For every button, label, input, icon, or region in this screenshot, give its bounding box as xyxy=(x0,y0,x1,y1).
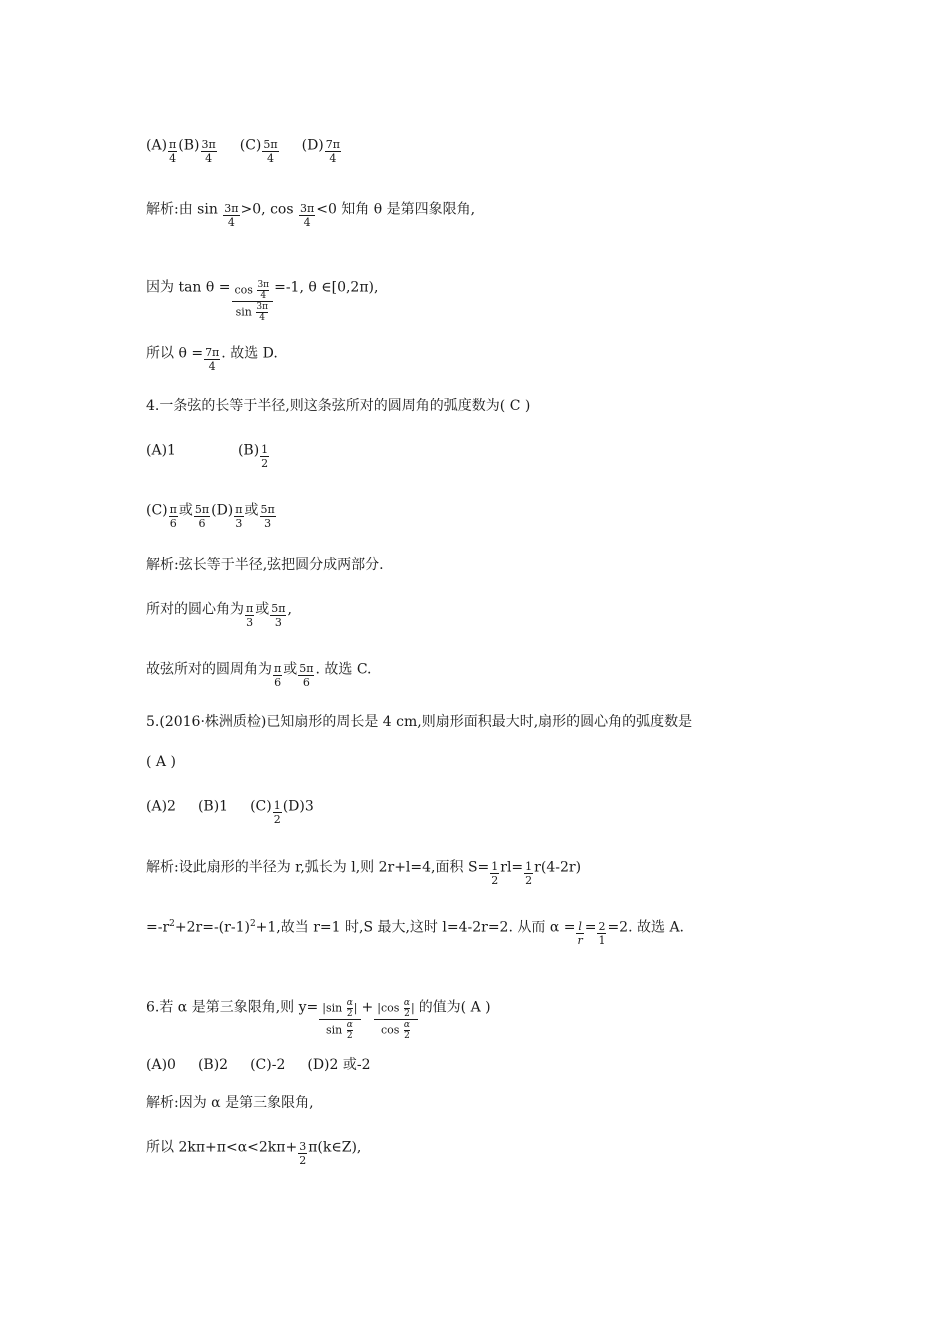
option-b-label: (B) xyxy=(178,137,200,154)
option-a-label: (A) xyxy=(146,137,168,154)
q3-solution-line-1: 解析:由 sin $\frac{3\pi}{4}$ >0, cos $\frac{3\pi}{4}$ <0 知角 θ 是第四象限角, xyxy=(146,201,476,229)
option-d-label: (D)2 或-2 xyxy=(307,1057,371,1073)
q5-solution-line-2: $=-r^2+2r=-(r-1)^2+1$,故当 r=1 时,S 最大,这时 l=4-2r=2. 从而 α = $\frac{l}{r}$ = $\frac{2}{1}$ =2. 故选 A. xyxy=(146,918,685,947)
q6-options xyxy=(146,1056,371,1074)
q6-solution-line-1: 解析:因为 α 是第三象限角, xyxy=(146,1095,314,1111)
option-c-label: (C)-2 xyxy=(250,1057,286,1073)
option-b-label: (B)2 xyxy=(197,1057,229,1073)
option-a-label: (A)1 xyxy=(146,442,176,459)
q4-solution-line-1: 解析:弦长等于半径,弦把圆分成两部分. xyxy=(146,557,384,573)
option-a-label: (A)0 xyxy=(146,1057,176,1073)
q5-options: (A)2 (B)1 (C) $\frac{1}{2}$ (D)3 xyxy=(146,798,314,826)
option-c-label: (C) xyxy=(239,137,262,154)
option-d-label: (D)3 xyxy=(282,798,314,815)
option-c-label: (C) xyxy=(250,798,272,815)
q6-solution-line-2: 所以 2kπ+π<α<2kπ+ $\frac{3}{2}$ π(k∈Z), xyxy=(146,1139,362,1167)
q5-solution-line-1: 解析:设此扇形的半径为 r,弧长为 l,则 2r+l=4,面积 S= $\frac{1}{2}$ rl= $\frac{1}{2}$ r(4-2r) xyxy=(146,859,582,887)
option-d-label: (D) xyxy=(211,502,234,519)
question-6-stem: 6.若 α 是第三象限角,则 y= |sin $\frac{\alpha}{2}$ | sin $\frac{\alpha}{2}$ + |cos $\frac{\alpha}{2}$ | cos $\frac{\alpha}{2}$ 的值为( A ) xyxy=(146,998,491,1041)
option-a-label: (A)2 xyxy=(146,798,176,815)
q3-solution-line-3: 所以 θ = $\frac{7\pi}{4}$ . 故选 D. xyxy=(146,345,278,373)
option-d-fraction: $\frac{7\pi}{4}$ xyxy=(325,138,340,165)
question-4-stem: 4.一条弦的长等于半径,则这条弦所对的圆周角的弧度数为( C ) xyxy=(146,398,531,414)
question-5-stem: 5.(2016·株洲质检)已知扇形的周长是 4 cm,则扇形面积最大时,扇形的圆心角的弧度数是 xyxy=(146,714,693,730)
option-b-label: (B)1 xyxy=(197,798,229,815)
option-b-label: (B) xyxy=(237,442,260,459)
question-5-answer: ( A ) xyxy=(146,754,176,770)
option-c-fraction: $\frac{5\pi}{4}$ xyxy=(263,138,278,165)
option-b-fraction: $\frac{3\pi}{4}$ xyxy=(201,138,216,165)
q4-solution-line-2: 所对的圆心角为 $\frac{\pi}{3}$ 或 $\frac{5\pi}{3}$ , xyxy=(146,601,292,629)
q3-options xyxy=(146,132,342,165)
q3-solution-line-2: 因为 tan θ = cos $\frac{3\pi}{4}$ sin $\frac{3\pi}{4}$ =-1, θ ∈[0,2π), xyxy=(146,279,379,323)
q4-options-ab: (A)1 (B) $\frac{1}{2}$ xyxy=(146,442,269,470)
option-a-fraction: $\frac{\pi}{4}$ xyxy=(169,138,177,165)
option-d-label: (D) xyxy=(301,137,324,154)
option-c-label: (C) xyxy=(146,502,168,519)
q4-solution-line-3: 故弦所对的圆周角为 $\frac{\pi}{6}$ 或 $\frac{5\pi}{6}$ . 故选 C. xyxy=(146,661,372,689)
q4-options-cd: (C) $\frac{\pi}{6}$ 或 $\frac{5\pi}{6}$ (D) $\frac{\pi}{3}$ 或 $\frac{5\pi}{3}$ xyxy=(146,502,275,530)
